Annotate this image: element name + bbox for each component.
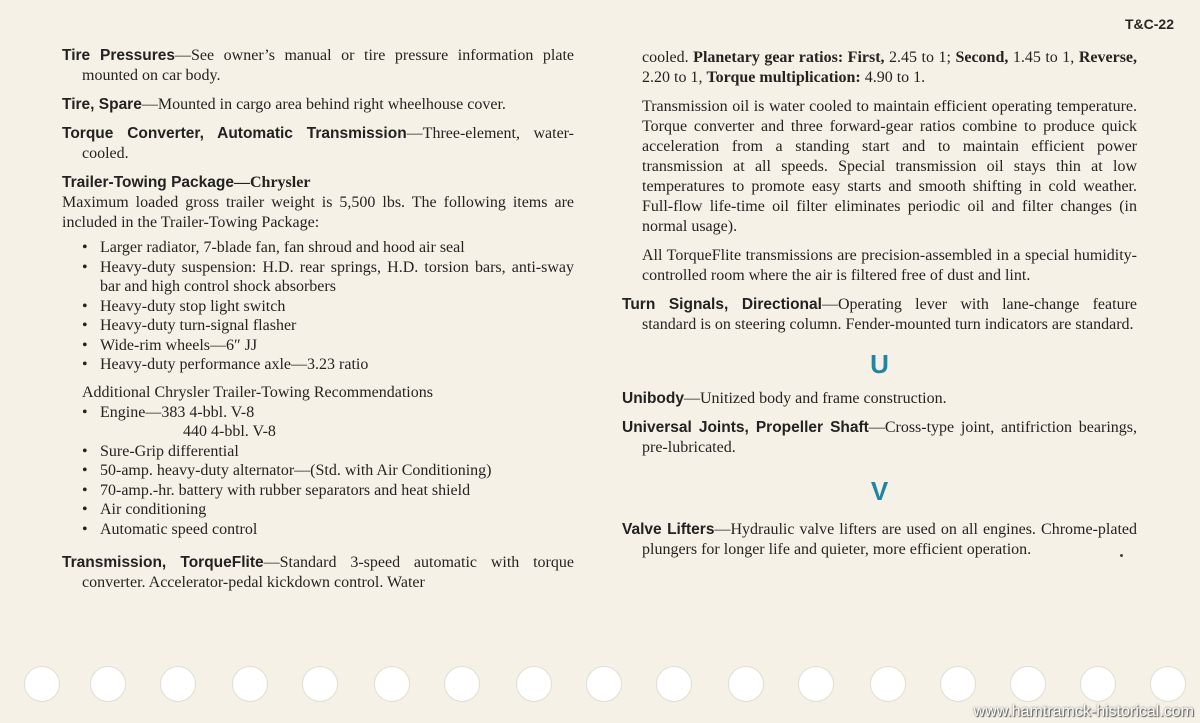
- entry-term: Tire Pressures: [62, 47, 175, 64]
- binder-hole: [656, 666, 692, 702]
- binder-hole: [160, 666, 196, 702]
- text-run-bold: Second,: [955, 49, 1009, 66]
- recommendations-list: [82, 403, 574, 540]
- right-column: [622, 48, 1137, 569]
- binder-hole: [516, 666, 552, 702]
- list-item: • Wide-rim wheels—6″ JJ: [82, 336, 574, 356]
- entry-universal-joints: [622, 418, 1137, 458]
- entry-tire-spare: [62, 95, 574, 115]
- list-item: • Heavy-duty performance axle—3.23 ratio: [82, 355, 574, 375]
- entry-turn-signals: [622, 295, 1137, 335]
- section-letter-v: V: [870, 476, 889, 506]
- entry-term: Transmission, TorqueFlite: [62, 554, 264, 571]
- binder-hole: [302, 666, 338, 702]
- entry-transmission: [62, 553, 574, 593]
- entry-term: Torque Converter, Automatic Transmission: [62, 125, 407, 142]
- recommendations-title: Additional Chrysler Trailer-Towing Recommendations: [82, 383, 433, 401]
- entry-term: Valve Lifters: [622, 521, 715, 538]
- entry-torque-converter: [62, 124, 574, 164]
- binder-holes: [0, 666, 1200, 706]
- trailer-items-list: [82, 238, 574, 375]
- entry-term-suffix: —Chrysler: [234, 174, 311, 191]
- list-item: • Sure-Grip differential: [82, 442, 574, 462]
- binder-hole: [940, 666, 976, 702]
- list-item: • Air conditioning: [82, 500, 574, 520]
- list-item: • Heavy-duty turn-signal flasher: [82, 316, 574, 336]
- binder-hole: [798, 666, 834, 702]
- torqueflite-assembly-paragraph: All TorqueFlite transmissions are precision-assembled in a special humidity-controlled room where the air is filtered free of dust and lint.: [642, 247, 1137, 284]
- list-item: • 50-amp. heavy-duty alternator—(Std. with Air Conditioning): [82, 461, 574, 481]
- text-run: 4.90 to 1.: [860, 69, 926, 86]
- transmission-oil-paragraph: Transmission oil is water cooled to maintain efficient operating temperature. Torque converter and three forward-gear ratios combine to produce quick acceleration from a standing start and to maintain efficient power transmission at all speeds. Special transmission oil stays thin at low temperatures to promote easy starts and smooth shifting in cold weather. Full-flow life-time oil filter eliminates periodic oil and filter changes (in normal usage).: [642, 98, 1137, 235]
- section-letter-u: U: [870, 349, 889, 379]
- binder-hole: [374, 666, 410, 702]
- text-run-bold: Reverse,: [1078, 49, 1138, 66]
- list-item: [82, 403, 574, 442]
- entry-text: —Unitized body and frame construction.: [684, 390, 947, 407]
- entry-unibody: [622, 389, 1137, 409]
- page-code: T&C-22: [1124, 16, 1174, 32]
- entry-text: —Operating lever with lane-change feature standard is on steering column. Fender-mounted turn indicators are standard.: [642, 296, 1138, 333]
- binder-hole: [444, 666, 480, 702]
- binder-hole: [728, 666, 764, 702]
- binder-hole: [586, 666, 622, 702]
- engine-option-1: Engine—383 4-bbl. V-8: [100, 403, 255, 421]
- binder-hole: [1010, 666, 1046, 702]
- binder-hole: [1150, 666, 1186, 702]
- list-item: • 70-amp.-hr. battery with rubber separators and heat shield: [82, 481, 574, 501]
- entry-term: Universal Joints, Propeller Shaft: [622, 419, 869, 436]
- entry-term: Tire, Spare: [62, 96, 142, 113]
- text-run: cooled.: [642, 49, 689, 66]
- site-watermark: www.hamtramck-historical.com: [973, 703, 1194, 720]
- left-column: [62, 46, 574, 602]
- entry-term: Turn Signals, Directional: [622, 296, 822, 313]
- entry-term: Trailer-Towing Package: [62, 174, 234, 191]
- list-item: • Heavy-duty stop light switch: [82, 297, 574, 317]
- trailer-intro: Maximum loaded gross trailer weight is 5,500 lbs. The following items are included in the Trailer-Towing Package:: [62, 194, 574, 231]
- entry-trailer-towing: [62, 173, 574, 539]
- binder-hole: [90, 666, 126, 702]
- text-run-bold: Torque multiplication:: [706, 69, 861, 86]
- list-item: • Automatic speed control: [82, 520, 574, 540]
- text-run-bold: Planetary gear ratios: First,: [693, 49, 885, 66]
- entry-text: —Cross-type joint, antifriction bearings, pre-lubricated.: [642, 419, 1137, 456]
- binder-hole: [24, 666, 60, 702]
- entry-term: Unibody: [622, 390, 684, 407]
- entry-text: —Three-element, water-cooled.: [82, 125, 575, 162]
- speck-mark: [1120, 554, 1123, 557]
- binder-hole: [232, 666, 268, 702]
- entry-tire-pressures: [62, 46, 574, 86]
- text-run: 2.20 to 1,: [642, 69, 707, 86]
- engine-option-2: 440 4-bbl. V-8: [183, 423, 276, 440]
- entry-text: —See owner’s manual or tire pressure information plate mounted on car body.: [82, 47, 574, 84]
- entry-valve-lifters: [622, 520, 1137, 560]
- entry-text: —Mounted in cargo area behind right wheelhouse cover.: [141, 96, 506, 113]
- entry-text: —Hydraulic valve lifters are used on all engines. Chrome-plated plungers for longer life and quieter, more efficient operation.: [642, 521, 1138, 558]
- text-run: 2.45 to 1;: [884, 49, 956, 66]
- binder-hole: [1080, 666, 1116, 702]
- entry-text: —Standard 3-speed automatic with torque converter. Accelerator-pedal kickdown control. Water: [82, 554, 574, 591]
- text-run: 1.45 to 1,: [1008, 49, 1079, 66]
- list-item: • Heavy-duty suspension: H.D. rear springs, H.D. torsion bars, anti-sway bar and high control shock absorbers: [82, 258, 574, 297]
- transmission-continued: [642, 48, 1137, 88]
- list-item: • Larger radiator, 7-blade fan, fan shroud and hood air seal: [82, 238, 574, 258]
- binder-hole: [870, 666, 906, 702]
